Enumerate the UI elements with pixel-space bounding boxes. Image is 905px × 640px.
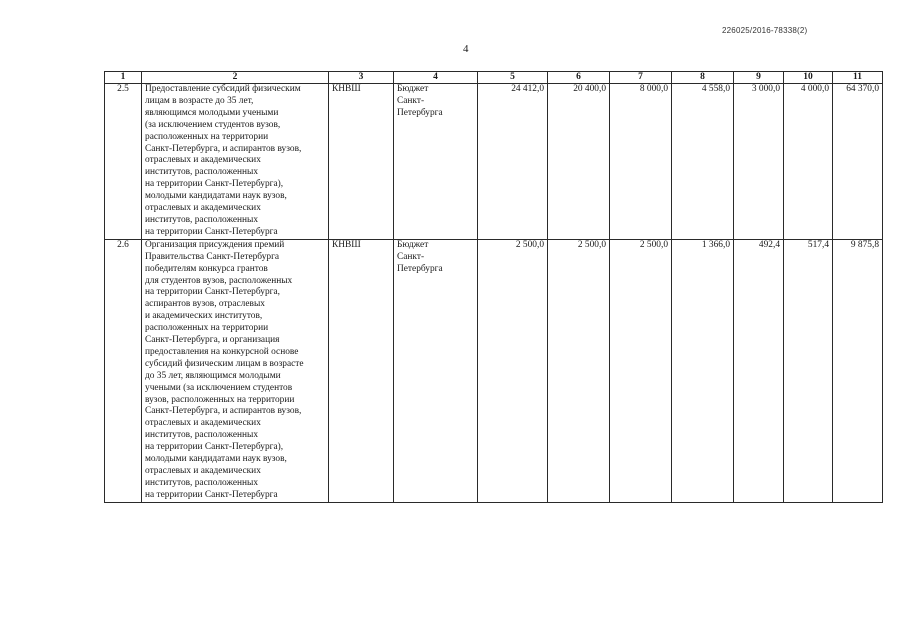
column-header: 1 bbox=[105, 72, 142, 84]
row-number: 2.6 bbox=[105, 239, 142, 502]
column-header: 10 bbox=[784, 72, 833, 84]
column-header: 4 bbox=[394, 72, 478, 84]
row-value-col6: 2 500,0 bbox=[548, 239, 610, 502]
budget-table bbox=[104, 71, 883, 503]
column-header: 3 bbox=[329, 72, 394, 84]
row-value-total: 9 875,8 bbox=[833, 239, 883, 502]
row-value-col9: 3 000,0 bbox=[734, 84, 784, 240]
column-header: 5 bbox=[478, 72, 548, 84]
document-id: 226025/2016-78338(2) bbox=[722, 26, 808, 35]
column-header: 9 bbox=[734, 72, 784, 84]
table-row bbox=[105, 239, 883, 502]
column-header: 6 bbox=[548, 72, 610, 84]
column-header: 11 bbox=[833, 72, 883, 84]
column-index-row bbox=[105, 72, 883, 84]
column-header: 7 bbox=[610, 72, 672, 84]
row-description: Организация присуждения премий Правительства Санкт-Петербурга победителям конкурса грантов для студентов вузов, расположенных на территории Санкт-Петербурга, аспирантов вузов, отраслевых и академических институтов, расположенных на территории Санкт-Петербурга, и организация предоставления на конкурсной основе субсидий физическим лицам в возрасте до 35 лет, являющимся молодыми учеными (за исключением студентов вузов, расположенных на территории Санкт-Петербурга, и аспирантов вузов, отраслевых и академических институтов, расположенных на территории Санкт-Петербурга), молодыми кандидатами наук вузов, отраслевых и академических институтов, расположенных на территории Санкт-Петербурга bbox=[142, 239, 329, 502]
row-description: Предоставление субсидий физическим лицам в возрасте до 35 лет, являющимся молодыми учеными (за исключением студентов вузов, расположенных на территории Санкт-Петербурга, и аспирантов вузов, отраслевых и академических институтов, расположенных на территории Санкт-Петербурга), молодыми кандидатами наук вузов, отраслевых и академических институтов, расположенных на территории Санкт-Петербурга bbox=[142, 84, 329, 240]
row-value-col7: 2 500,0 bbox=[610, 239, 672, 502]
page-number: 4 bbox=[463, 43, 469, 55]
column-header: 2 bbox=[142, 72, 329, 84]
row-executor: КНВШ bbox=[329, 84, 394, 240]
row-value-total: 64 370,0 bbox=[833, 84, 883, 240]
row-value-col5: 24 412,0 bbox=[478, 84, 548, 240]
row-value-col9: 492,4 bbox=[734, 239, 784, 502]
row-value-col8: 4 558,0 bbox=[672, 84, 734, 240]
row-number: 2.5 bbox=[105, 84, 142, 240]
row-value-col10: 4 000,0 bbox=[784, 84, 833, 240]
row-value-col6: 20 400,0 bbox=[548, 84, 610, 240]
row-value-col10: 517,4 bbox=[784, 239, 833, 502]
row-value-col5: 2 500,0 bbox=[478, 239, 548, 502]
row-executor: КНВШ bbox=[329, 239, 394, 502]
table-row bbox=[105, 84, 883, 240]
column-header: 8 bbox=[672, 72, 734, 84]
row-funding-source: Бюджет Санкт- Петербурга bbox=[394, 84, 478, 240]
row-value-col7: 8 000,0 bbox=[610, 84, 672, 240]
row-funding-source: Бюджет Санкт- Петербурга bbox=[394, 239, 478, 502]
row-value-col8: 1 366,0 bbox=[672, 239, 734, 502]
